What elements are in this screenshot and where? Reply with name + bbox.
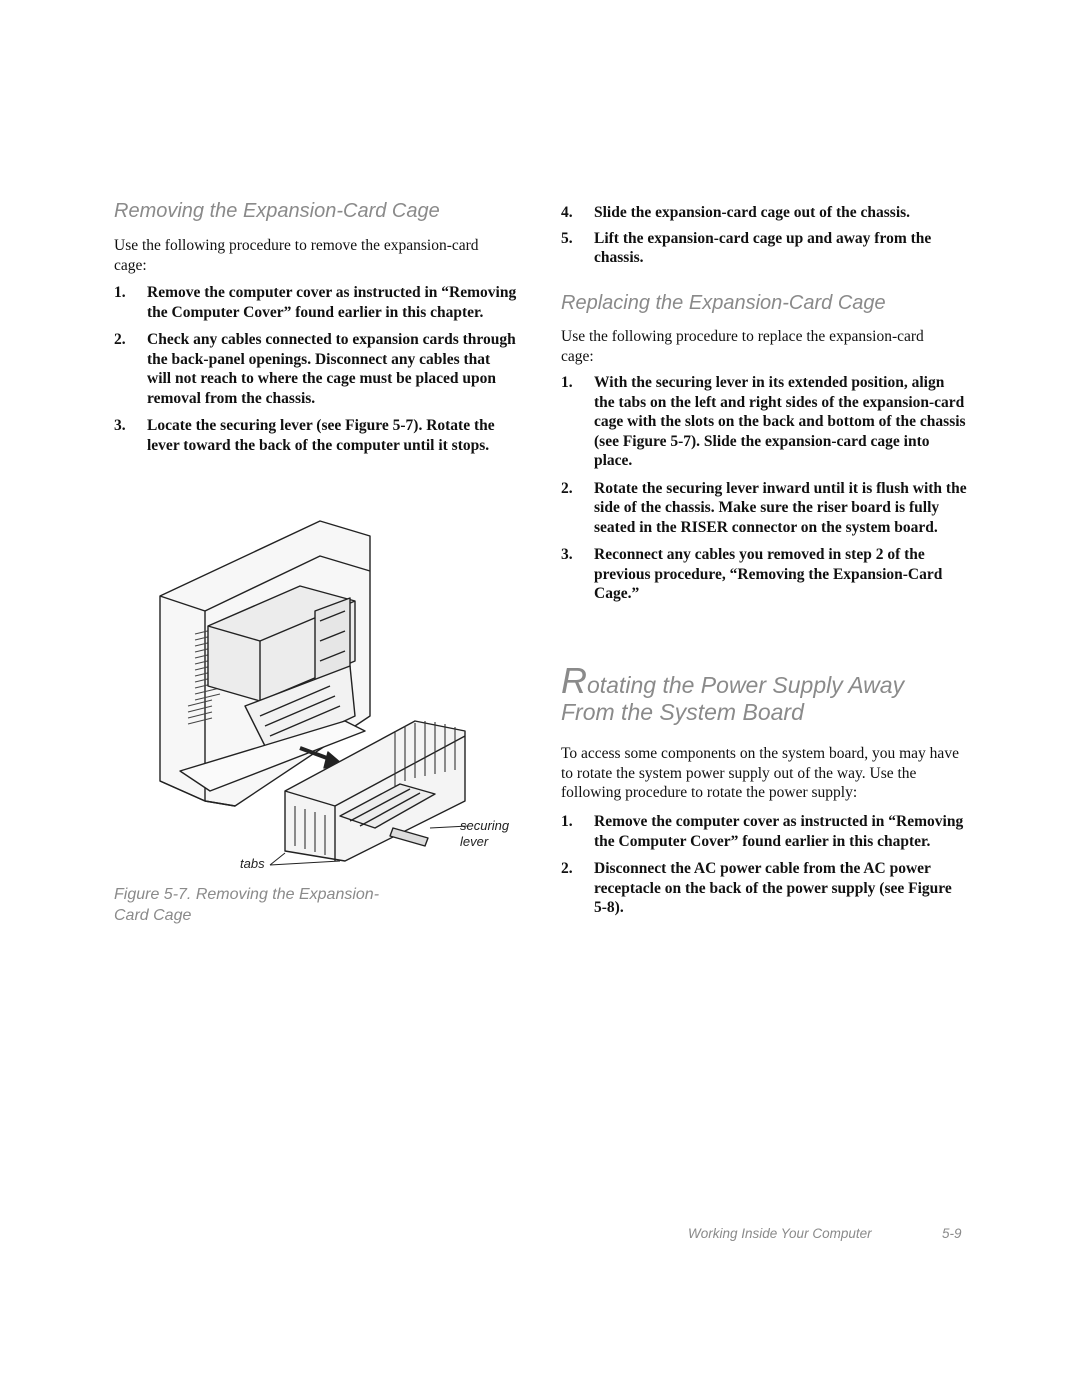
step-item xyxy=(114,416,518,455)
step-number: 1. xyxy=(561,374,573,391)
removing-steps-list xyxy=(114,283,518,455)
step-text: Locate the securing lever (see Figure 5-7). Rotate the lever toward the back of the computer until it stops. xyxy=(147,417,495,454)
step-number: 1. xyxy=(114,284,126,301)
step-text: Check any cables connected to expansion cards through the back-panel openings. Disconnect any cables that will not reach to where the cage must be placed upon removal from the chassis. xyxy=(147,331,516,407)
figure-label-tabs: tabs xyxy=(240,856,265,871)
step-item xyxy=(561,545,967,604)
figure-caption-line2: Card Cage xyxy=(114,907,192,924)
intro-paragraph-replacing: Use the following procedure to replace the expansion-card cage: xyxy=(561,328,924,365)
section-heading-replacing: Replacing the Expansion-Card Cage xyxy=(561,292,886,314)
step-number: 5. xyxy=(561,229,573,247)
step-text: Slide the expansion-card cage out of the chassis. xyxy=(594,204,911,221)
footer-chapter-title: Working Inside Your Computer xyxy=(688,1226,872,1241)
step-text: Disconnect the AC power cable from the AC power receptacle on the back of the power supply (see Figure 5-8). xyxy=(594,860,952,916)
chapter-section-heading xyxy=(561,660,967,726)
step-number: 2. xyxy=(561,860,573,877)
step-text: With the securing lever in its extended position, align the tabs on the left and right sides of the expansion-card cage with the slots on the back and bottom of the chassis (see Figure 5-7). Slide the expansion-card cage into place. xyxy=(594,374,966,469)
step-text: Rotate the securing lever inward until it is flush with the side of the chassis. Make sure the riser board is fully seated in the RISER connector on the system board. xyxy=(594,479,967,536)
figure-expansion-card-cage xyxy=(150,516,520,876)
step-number: 4. xyxy=(561,204,573,221)
step-number: 1. xyxy=(561,813,573,830)
step-number: 3. xyxy=(561,546,573,563)
step-item xyxy=(114,283,518,322)
step-text: Lift the expansion-card cage up and away from the chassis. xyxy=(594,229,932,266)
figure-caption-line1: Figure 5-7. Removing the Expansion- xyxy=(114,886,380,903)
rotating-steps-list xyxy=(561,812,967,918)
step-item xyxy=(561,812,967,851)
step-number: 2. xyxy=(114,331,126,348)
step-text: Remove the computer cover as instructed in “Removing the Computer Cover” found earlier in this chapter. xyxy=(594,813,964,850)
figure-label-lever: lever xyxy=(460,834,489,849)
step-text: Reconnect any cables you removed in step 2 of the previous procedure, “Removing the Expansion-Card Cage.” xyxy=(594,546,943,602)
heading-line1: otating the Power Supply Away xyxy=(587,672,905,698)
replacing-steps-list xyxy=(561,373,967,604)
step-number: 2. xyxy=(561,479,573,497)
step-item xyxy=(561,229,965,268)
heading-line2: From the System Board xyxy=(561,699,804,725)
intro-paragraph-removing: Use the following procedure to remove the expansion-card cage: xyxy=(114,237,479,274)
section-heading-removing: Removing the Expansion-Card Cage xyxy=(114,200,440,222)
step-number: 3. xyxy=(114,417,126,434)
intro-paragraph-rotating: To access some components on the system board, you may have to rotate the system power supply out of the way. Use the following procedure to rotate the power supply: xyxy=(561,745,959,801)
step-item xyxy=(114,330,518,408)
footer-page-number: 5-9 xyxy=(942,1226,962,1241)
step-item xyxy=(561,479,967,538)
figure-caption xyxy=(114,884,379,926)
step-item xyxy=(561,859,967,918)
removing-steps-continued-list xyxy=(561,203,965,268)
figure-label-securing: securing xyxy=(460,818,510,833)
step-text: Remove the computer cover as instructed in “Removing the Computer Cover” found earlier in this chapter. xyxy=(147,284,517,321)
step-item xyxy=(561,203,965,223)
step-item xyxy=(561,373,967,471)
heading-drop-letter: R xyxy=(561,660,587,701)
